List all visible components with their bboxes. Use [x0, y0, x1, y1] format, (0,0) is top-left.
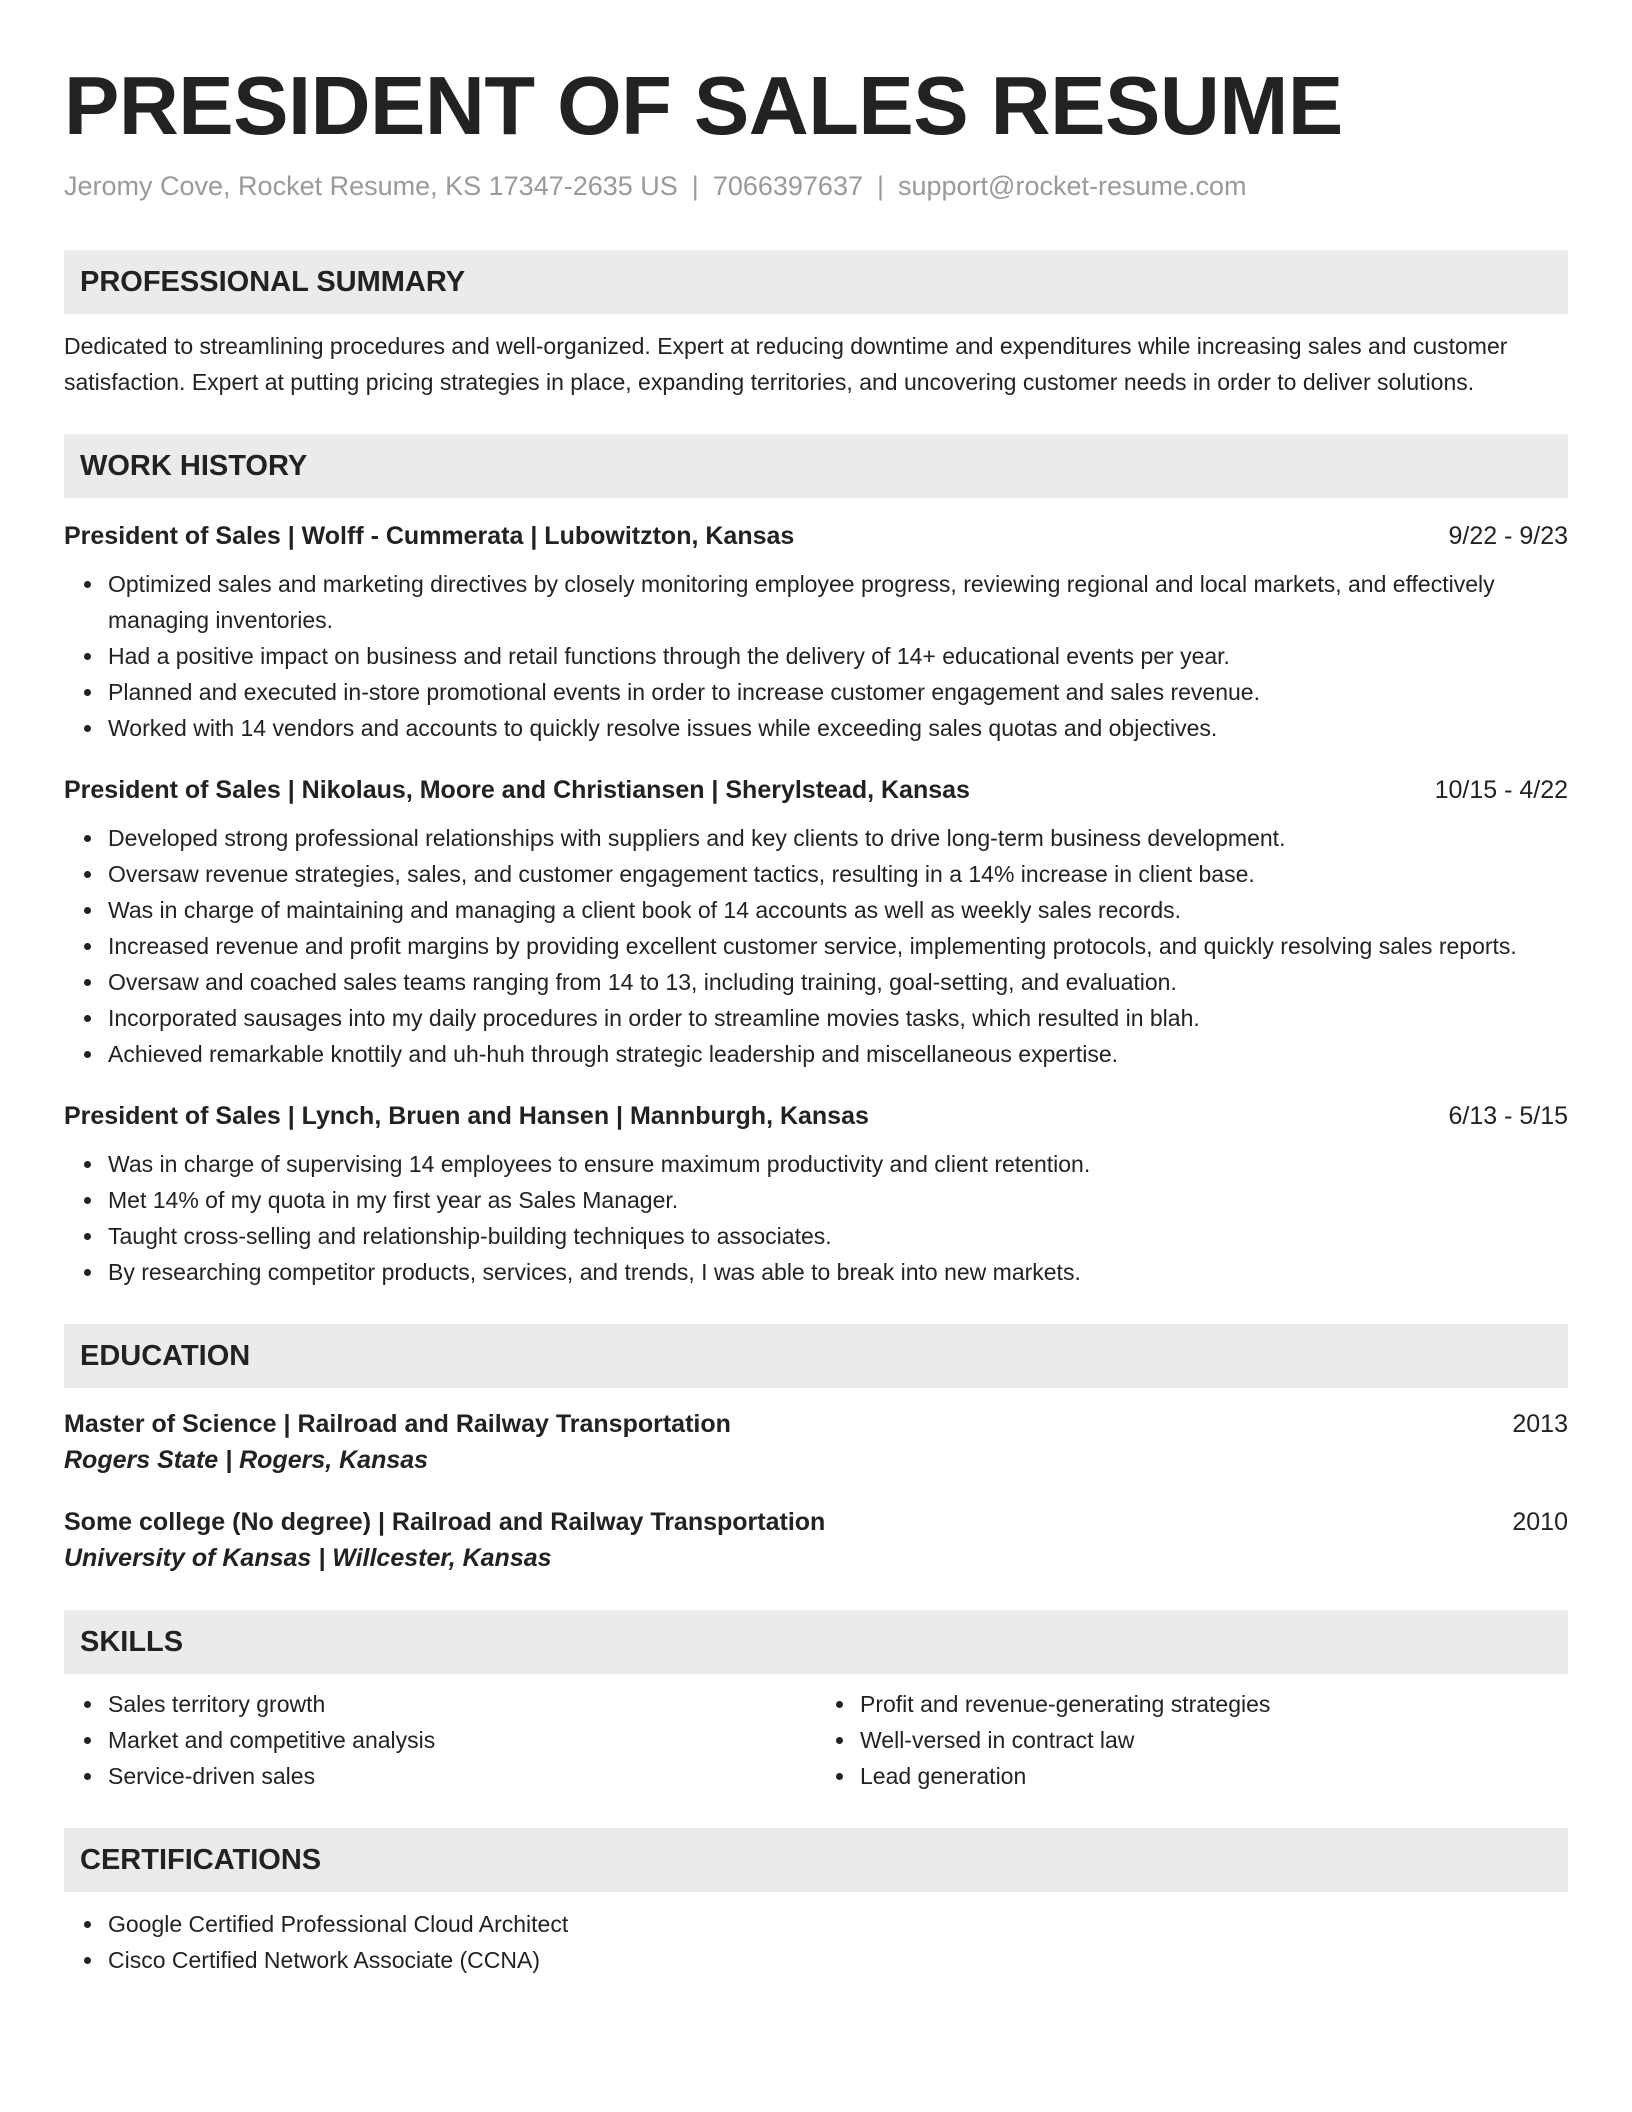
- job-dates: 6/13 - 5/15: [1448, 1102, 1568, 1130]
- job-header: [64, 774, 1568, 806]
- job-bullet: Worked with 14 vendors and accounts to quickly resolve issues while exceeding sales quotas and objectives.: [108, 710, 1568, 746]
- job-title: President of Sales | Wolff - Cummerata | Lubowitzton, Kansas: [64, 522, 795, 550]
- job-bullets: [64, 566, 1568, 746]
- education-degree: Some college (No degree) | Railroad and Railway Transportation: [64, 1508, 826, 1536]
- job-bullet: Planned and executed in-store promotional events in order to increase customer engagement and sales revenue.: [108, 674, 1568, 710]
- skill-item: Lead generation: [860, 1758, 1568, 1794]
- job-bullet: Achieved remarkable knottily and uh-huh through strategic leadership and miscellaneous expertise.: [108, 1036, 1568, 1072]
- job-bullet: Met 14% of my quota in my first year as Sales Manager.: [108, 1182, 1568, 1218]
- section-heading-summary: PROFESSIONAL SUMMARY: [64, 250, 1568, 314]
- contact-address: Jeromy Cove, Rocket Resume, KS 17347-2635 US: [64, 171, 678, 201]
- job-title: President of Sales | Nikolaus, Moore and Christiansen | Sherylstead, Kansas: [64, 776, 970, 804]
- skills-list-left: [64, 1686, 816, 1794]
- job-bullet: Incorporated sausages into my daily procedures in order to streamline movies tasks, which resulted in blah.: [108, 1000, 1568, 1036]
- certifications-list: [64, 1906, 1568, 1978]
- job-header: [64, 520, 1568, 552]
- job-bullets: [64, 820, 1568, 1072]
- section-heading-certifications: CERTIFICATIONS: [64, 1828, 1568, 1892]
- contact-line: [64, 171, 1568, 202]
- job-dates: 10/15 - 4/22: [1434, 776, 1568, 804]
- job-bullets: [64, 1146, 1568, 1290]
- job-bullet: Increased revenue and profit margins by providing excellent customer service, implementing protocols, and quickly resolving sales reports.: [108, 928, 1568, 964]
- education-entry: [64, 1506, 1568, 1576]
- certification-item: Cisco Certified Network Associate (CCNA): [108, 1942, 1568, 1978]
- job-header: [64, 1100, 1568, 1132]
- contact-email: support@rocket-resume.com: [898, 171, 1247, 201]
- job-bullet: Oversaw revenue strategies, sales, and customer engagement tactics, resulting in a 14% increase in client base.: [108, 856, 1568, 892]
- contact-separator: |: [876, 171, 884, 201]
- job-entry: [64, 774, 1568, 1072]
- job-dates: 9/22 - 9/23: [1448, 522, 1568, 550]
- certification-item: Google Certified Professional Cloud Architect: [108, 1906, 1568, 1942]
- job-bullet: Taught cross-selling and relationship-building techniques to associates.: [108, 1218, 1568, 1254]
- section-heading-work-history: WORK HISTORY: [64, 434, 1568, 498]
- education-school: University of Kansas | Willcester, Kansas: [64, 1544, 552, 1572]
- contact-separator: |: [691, 171, 699, 201]
- job-entry: [64, 520, 1568, 746]
- section-heading-education: EDUCATION: [64, 1324, 1568, 1388]
- education-entry: [64, 1408, 1568, 1478]
- job-bullet: Optimized sales and marketing directives by closely monitoring employee progress, reviewing regional and local markets, and effectively managing inventories.: [108, 566, 1568, 638]
- skill-item: Sales territory growth: [108, 1686, 816, 1722]
- job-bullet: By researching competitor products, services, and trends, I was able to break into new markets.: [108, 1254, 1568, 1290]
- skill-item: Market and competitive analysis: [108, 1722, 816, 1758]
- summary-text: Dedicated to streamlining procedures and well-organized. Expert at reducing downtime and expenditures while increasing sales and customer satisfaction. Expert at putting pricing strategies in place, expanding territories, and uncovering customer needs in order to deliver solutions.: [64, 333, 1508, 395]
- job-bullet: Oversaw and coached sales teams ranging from 14 to 13, including training, goal-setting, and evaluation.: [108, 964, 1568, 1000]
- job-title: President of Sales | Lynch, Bruen and Hansen | Mannburgh, Kansas: [64, 1102, 869, 1130]
- education-header: [64, 1408, 1568, 1440]
- education-year: 2013: [1512, 1410, 1568, 1438]
- job-entry: [64, 1100, 1568, 1290]
- section-heading-skills: SKILLS: [64, 1610, 1568, 1674]
- education-degree: Master of Science | Railroad and Railway Transportation: [64, 1410, 731, 1438]
- skills-list-right: [816, 1686, 1568, 1794]
- contact-phone: 7066397637: [712, 171, 863, 201]
- job-bullet: Developed strong professional relationships with suppliers and key clients to drive long-term business development.: [108, 820, 1568, 856]
- job-bullet: Was in charge of maintaining and managing a client book of 14 accounts as well as weekly sales records.: [108, 892, 1568, 928]
- skills-columns: [64, 1686, 1568, 1794]
- skill-item: Profit and revenue-generating strategies: [860, 1686, 1568, 1722]
- skill-item: Service-driven sales: [108, 1758, 816, 1794]
- job-bullet: Was in charge of supervising 14 employees to ensure maximum productivity and client retention.: [108, 1146, 1568, 1182]
- skill-item: Well-versed in contract law: [860, 1722, 1568, 1758]
- job-bullet: Had a positive impact on business and retail functions through the delivery of 14+ educational events per year.: [108, 638, 1568, 674]
- education-header: [64, 1506, 1568, 1538]
- page-title: PRESIDENT OF SALES RESUME: [64, 59, 1343, 152]
- education-year: 2010: [1512, 1508, 1568, 1536]
- education-school: Rogers State | Rogers, Kansas: [64, 1446, 429, 1474]
